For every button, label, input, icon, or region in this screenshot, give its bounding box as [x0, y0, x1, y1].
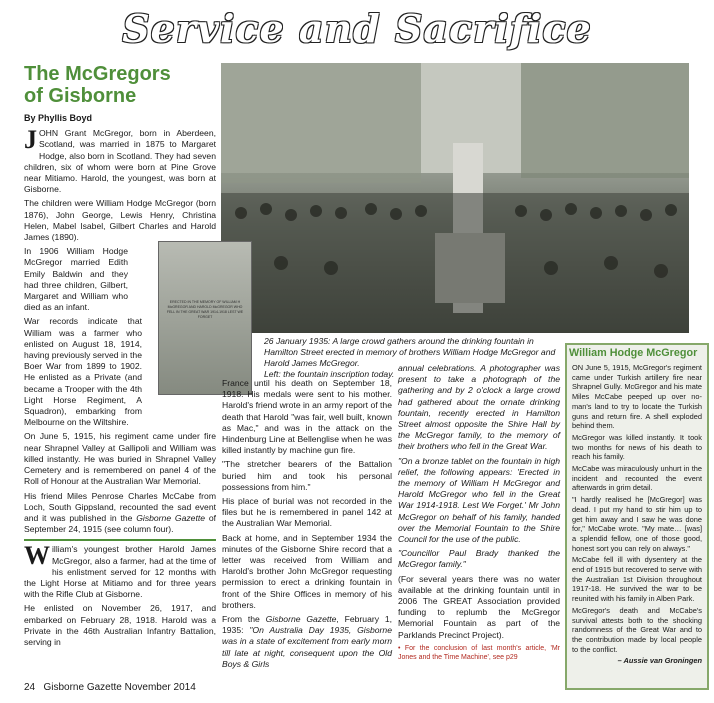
paragraph-text: , February 1, 1935:: [222, 614, 392, 636]
drop-cap: W: [24, 541, 50, 571]
paragraph-text: OHN Grant McGregor, born in Aberdeen, Scotland, was married in 1875 to Margaret Hodge, also born in Scotland. They had seven children, six of whom were born at Pine Grove near Mitiamo. Harold, the youngest, was born at Gisborne.: [24, 128, 216, 195]
paragraph: "On a bronze tablet on the fountain in high relief, the following appears: 'Erected in the memory of William H McGregor and Harold McGregor who fell in the Great War 1914-1918. Lest We Forget.' Mr John McGregor on behalf of his family, handed over the Memorial Fountain to the Shire Council for the use of the public.: [398, 455, 560, 545]
paragraph: "Councillor Paul Brady thanked the McGregor family.": [398, 548, 560, 570]
sidebar-body: [572, 363, 702, 666]
paragraph: The children were William Hodge McGregor (born 1876), John George, Lewis Henry, Christina Helen, Mabel Isabel, Gilbert Charles and Harold James (1890).: [24, 198, 216, 243]
sidebar-paragraph: McCabe was miraculously unhurt in the incident and recounted the event afterwards in grim detail.: [572, 464, 702, 493]
historical-crowd-photo: [221, 63, 689, 333]
caption-left: Left: the fountain inscription today.: [264, 369, 395, 379]
publication-name: Gisborne Gazette: [265, 614, 337, 625]
caption-main: 26 January 1935: A large crowd gathers around the drinking fountain in Hamilton Street erected in memory of brothers William Hodge McGregor and Harold James McGregor.: [264, 336, 556, 368]
paragraph: France until his death on September 18, 1918. His medals were sent to his mother. Harold's friend wrote in an army report of the death that Harold "was fair, well built, known as Mac," and was in the attack on the Hindenburg Line at Bellenglise when he was killed instantly by machine gun fire.: [222, 378, 392, 456]
paragraph: [24, 125, 216, 195]
publication-name: Gisborne Gazette: [43, 682, 122, 693]
paragraph: (For several years there was no water available at the drinking fountain until in 2006 The GREAT Association provided funding to replumb the McGregor Memorial Fountain as part of the Parklands Precinct Project).: [398, 573, 560, 640]
title-line-1: The McGregors: [24, 63, 171, 85]
paragraph-text: His friend Miles Penrose Charles McCabe from Loch, South Gippsland, recounted the sad event and it was published in the: [24, 490, 216, 523]
paragraph-text: From the: [222, 614, 266, 625]
divider: [24, 539, 216, 541]
paragraph: War records indicate that William was a farmer who enlisted on August 18, 1914, having previously served in the Boer War from 1899 to 1902. He enlisted as a Private (and became a Trooper with the 4th Light Horse Regiment, A Squadron), embarking from Melbourne on the Wiltshire.: [24, 316, 142, 428]
issue-date: November 2014: [124, 682, 196, 693]
sidebar-paragraph: McGregor's death and McCabe's survival attests both to the shocking randomness of the Great War and to the contribution made by local people to the conflict.: [572, 605, 702, 654]
page-footer: [24, 682, 196, 693]
drop-cap: J: [24, 125, 37, 155]
title-line-2: of Gisborne: [24, 85, 137, 107]
paragraph: On June 5, 1915, his regiment came under fire near Shrapnel Valley at Gallipoli and William was killed instantly. He was buried in Shrapnel Valley Cemetery and is remembered on panel 4 of the Roll of Honour at the Australian War Memorial.: [24, 431, 216, 487]
paragraph: In 1906 William Hodge McGregor married Edith Emily Baldwin and they had three children, Gilbert, Margaret and William who died as an infant.: [24, 246, 128, 313]
page-number: 24: [24, 682, 36, 693]
publication-name: Gisborne Gazette: [136, 512, 206, 523]
sidebar-box: [565, 343, 709, 690]
sidebar-paragraph: McGregor was killed instantly. It took two months for news of his death to reach his family.: [572, 432, 702, 462]
plaque-inscription: ERECTED IN THE MEMORY OF WILLIAM H McGREGOR AND HAROLD McGREGOR WHO FELL IN THE GREAT WAR 1914-1918 LEST WE FORGET: [166, 300, 244, 319]
sidebar-paragraph: ON June 5, 1915, McGregor's regiment came under Turkish artillery fire near Shrapnel Gully. McGregor and his mate Miles McCabe peeped up over no-man's land to try to locate the Turkish guns and return fire. A shell exploded behind them.: [572, 363, 702, 431]
article-column-1: [24, 63, 216, 651]
sidebar-signature: – Aussie van Groningen: [617, 656, 702, 666]
section-title: Service and Sacrifice: [122, 6, 592, 51]
paragraph: [24, 541, 216, 600]
paragraph: [222, 614, 392, 670]
paragraph: He enlisted on November 26, 1917, and embarked on February 28, 1918. Harold was a Private in the 46th Australian Infantry Battalion, serving in: [24, 603, 216, 647]
paragraph: Back at home, and in September 1934 the minutes of the Gisborne Shire record that a letter was received from William and Harold's brother John McGregor requesting permission to erect a drinking fountain in front of the Shire Offices in memory of his brothers.: [222, 532, 392, 610]
paragraph: annual celebrations. A photographer was present to take a photograph of the gathering and by 2 o'clock a large crowd had gathered about the ornate drinking fountain, recently erected in Hamilton Street almost opposite the Shire Hall by the McGregor family, to the memory of their brothers who fell in the Great War.: [398, 363, 560, 452]
paragraph: "The stretcher bearers of the Battalion buried him and took his personal possessions from him.": [222, 459, 392, 492]
paragraph-text: illiam's youngest brother Harold James McGregor, also a farmer, had at the time of his enlistment served for 12 months with the Light Horse at Mitiamo and for three years with the Rifle Club at Gisborne.: [24, 544, 216, 600]
paragraph: [24, 491, 216, 536]
continuation-note: • For the conclusion of last month's article, 'Mr Jones and the Time Machine', see p29: [398, 644, 560, 661]
article-column-2: [222, 378, 392, 673]
paragraph: His place of burial was not recorded in the files but he is remembered in panel 142 at the Australian War Memorial.: [222, 496, 392, 529]
article-column-3: [398, 363, 560, 665]
paragraph-text: of September 24, 1915 (see column four).: [24, 512, 216, 535]
sidebar-paragraph: "I hardly realised he [McGregor] was dead. I put my hand to stir him up to get him away and I saw he was done for," McCabe wrote. "My mate… [was] a splendid fellow, one of those good, honest sort you can rely on always.": [572, 495, 702, 553]
sidebar-title: William Hodge McGregor: [569, 347, 698, 359]
masthead-banner: [0, 0, 714, 60]
quote-text: "On Australia Day 1935, Gisborne was in a state of excitement from early morn till late at night, consequent upon the Old Boys & Girls: [222, 625, 392, 669]
sidebar-paragraph: McCabe fell ill with dysentery at the end of 1915 but recovered to serve with the Australian 1st Division throughout 1917-18. He survived the war to be reunited with his family in Alben Park.: [572, 555, 702, 604]
byline: By Phyllis Boyd: [24, 113, 93, 123]
photo-illustration: [221, 63, 689, 333]
article-title: [24, 63, 216, 107]
